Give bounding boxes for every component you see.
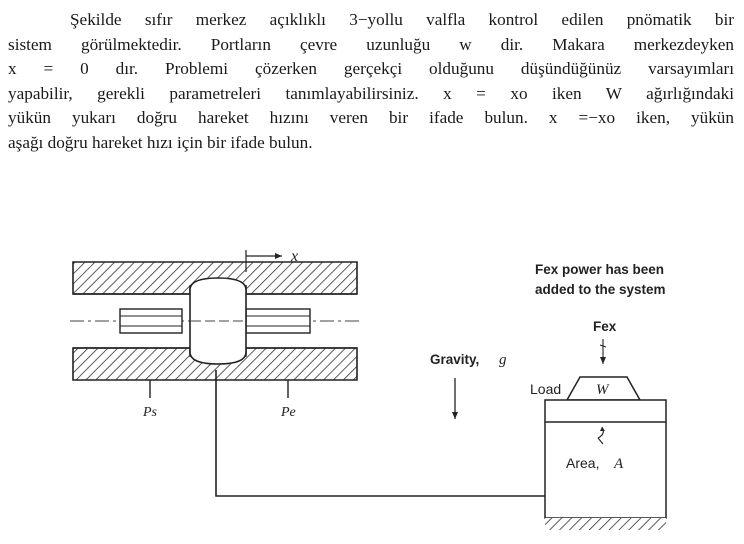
piston xyxy=(545,400,666,422)
supply-port-label: Ps xyxy=(143,405,157,420)
problem-line: sistem görülmektedir. Portların çevre uzunluğu w dir. Makara merkezdeyken xyxy=(8,34,734,54)
load-label: Load xyxy=(530,381,562,397)
problem-line: Şekilde sıfır merkez açıklıklı 3−yollu valfla kontrol edilen pnömatik bir xyxy=(70,10,734,29)
fex-arrow xyxy=(600,339,606,364)
fex-note-line: Fex power has been xyxy=(535,262,665,277)
exhaust-port-label: Pe xyxy=(281,405,296,420)
area-symbol: A xyxy=(614,456,624,472)
x-label: x xyxy=(291,248,299,265)
area-label: Area, xyxy=(566,455,600,471)
problem-line: yapabilir, gerekli parametreleri tanımlayabilirsiniz. x = xo iken W ağırlığındaki xyxy=(8,83,734,103)
cylinder-wall xyxy=(545,422,666,518)
problem-line: yükün yukarı doğru hareket hızını veren bir ifade bulun. x =−xo iken, yükün xyxy=(8,108,734,127)
problem-line: aşağı doğru hareket hızı için bir ifade bulun. xyxy=(8,132,313,152)
load-cylinder xyxy=(530,377,666,530)
fex-note xyxy=(535,262,668,297)
ground-hatch xyxy=(545,518,666,530)
fex-label: Fex xyxy=(593,319,617,334)
gravity-label: Gravity, xyxy=(430,352,480,367)
supply-line xyxy=(216,370,545,496)
weight-label: W xyxy=(596,382,609,398)
gravity-symbol: g xyxy=(499,352,507,368)
fex-note-line: added to the system xyxy=(535,282,666,297)
gravity-indicator xyxy=(430,352,507,419)
valve-body xyxy=(70,248,360,420)
problem-line: x = 0 dır. Problemi çözerken gerçekçi olduğunu düşündüğünüz varsayımları xyxy=(8,59,734,78)
